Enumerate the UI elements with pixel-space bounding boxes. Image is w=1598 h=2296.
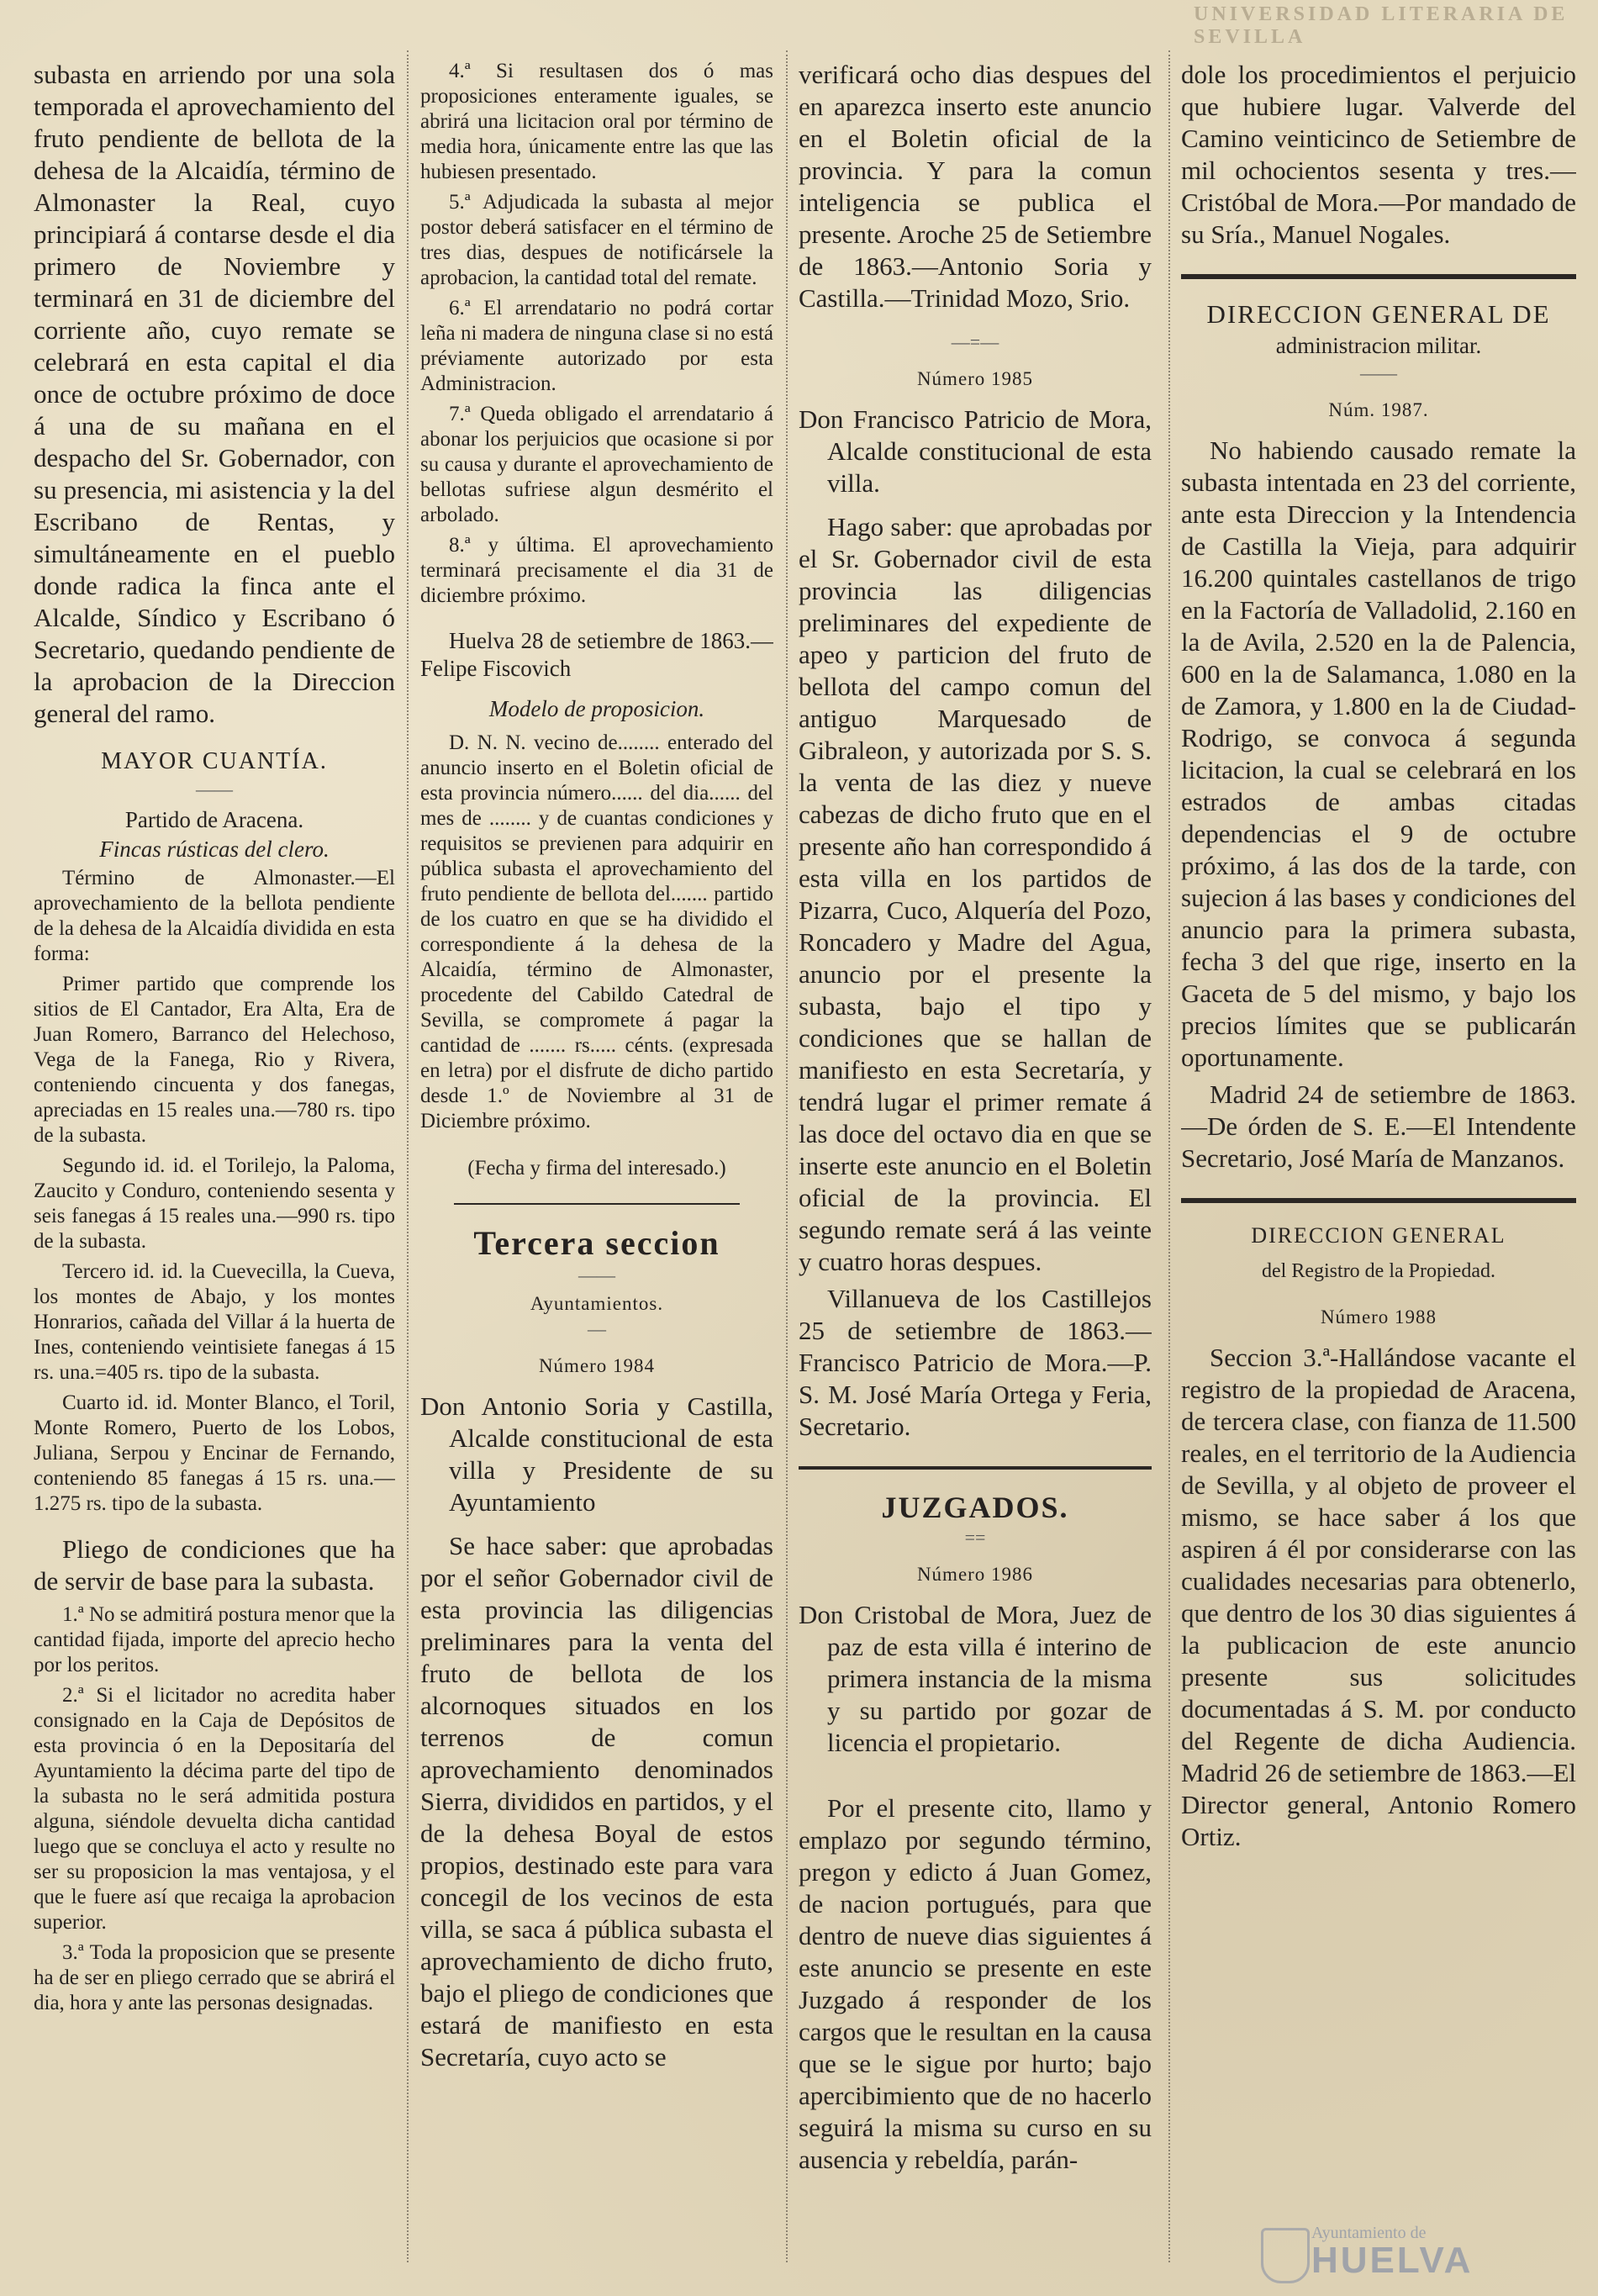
section-subheading: administracion militar.: [1275, 333, 1482, 358]
notice-signature: Madrid 24 de setiembre de 1863.—De órden de S. E.—El Intendente Secretario, José María de Manzanos.: [1181, 1079, 1576, 1173]
auction-intro: subasta en arriendo por una sola temporada el aprovechamiento del fruto pendiente de bellota de la dehesa de la Alcaidía, término de Almonaster la Real, cuyo principiará á contarse desde el dia primero de Noviembre y terminará en 31 de diciembre del corriente año, cuyo remate se celebrará en esta capital el dia once de octubre próximo de doce á una de su mañana en el despacho del Sr. Gobernador, con su presencia, mi asistencia y la del Escribano de Rentas, y simultáneamente en el pueblo donde radica la finca ante el Alcalde, Síndico y Escribano ó Secretario, quedando pendiente de la aprobacion de la Direccion general del ramo.: [34, 60, 395, 728]
property-heading: Fincas rústicas del clero.: [99, 837, 330, 862]
library-stamp: UNIVERSIDAD LITERARIA DE SEVILLA: [1194, 3, 1569, 48]
condition-item: 8.ª y última. El aprovechamiento terminará precisamente el dia 31 de diciembre próximo.: [420, 534, 773, 607]
divider: ——: [196, 779, 233, 800]
column-rule: [1168, 50, 1170, 2262]
model-text: D. N. N. vecino de........ enterado del anuncio inserto en el Boletin oficial de esta provincia número...... del dia...... del mes de ........ y de cuantas condiciones y requisitos se previenen para adquirir en pública subasta el aprovechamiento del fruto pendiente de bellota del....... partido de los cuatro en que se ha dividido el correspondiente á la dehesa de la Alcaidía, término de Almonaster, procedente del Cabildo Catedral de Sevilla, se compromete á pagar la cantidad de ....... rs..... cénts. (expresada en letra) por el disfrute de dicho partido desde 1.º de Noviembre al 31 de Diciembre próximo.: [420, 731, 773, 1132]
lot-paragraph: Primer partido que comprende los sitios de El Cantador, Era Alta, Era de Juan Romero, Barranco del Helechoso, Vega de la Fanega, Rio y Rivera, conteniendo cincuenta y dos fanegas, apreciadas en 15 reales una.—780 rs. tipo de la subasta.: [34, 973, 395, 1147]
divider: [799, 1466, 1152, 1470]
section-heading: MAYOR CUANTÍA.: [101, 748, 328, 774]
divider: ==: [964, 1527, 986, 1548]
column-rule: [407, 50, 409, 2262]
condition-item: 4.ª Si resultasen dos ó mas proposiciones enteramente iguales, se abrirá una licitacion oral por término de media hora, únicamente entre las que las hubiesen presentado.: [420, 60, 773, 183]
notice-issuer: Don Cristobal de Mora, Juez de paz de esta villa é interino de primera instancia de la misma y su partido por gozar de licencia el propietario.: [799, 1600, 1152, 1757]
notice-issuer: Don Francisco Patricio de Mora, Alcalde constitucional de esta villa.: [799, 404, 1152, 498]
condition-item: 1.ª No se admitirá postura menor que la cantidad fijada, importe del aprecio hecho por los peritos.: [34, 1603, 395, 1676]
conditions-title: Pliego de condiciones que ha de servir de base para la subasta.: [34, 1534, 395, 1596]
notice-number: Número 1985: [916, 368, 1034, 389]
condition-item: 2.ª Si el licitador no acredita haber consignado en la Caja de Depósitos de esta provincia ó en la Depositaría del Ayuntamiento la décima parte del tipo de la subasta no le será admitida postura alguna, siéndole devuelta dicha cantidad luego que se concluya el acto y resulte no ser su proposicion la mas ventajosa, y el que le fuere así que recaiga la aprobacion superior.: [34, 1684, 395, 1934]
notice-body: Seccion 3.ª-Hallándose vacante el registro de la propiedad de Aracena, de tercera clase, con fianza de 11.500 reales, en el territorio de la Audiencia de Sevilla, y al objeto de proveer el mismo, se hace saber á los que aspiren á él por considerarse con las cualidades necesarias para obtenerlo, que dentro de los 30 dias siguientes á la publicacion de este anuncio presente sus solicitudes documentadas á S. M. por conducto del Regente de dicha Audiencia. Madrid 26 de setiembre de 1863.—El Director general, Antonio Romero Ortiz.: [1181, 1343, 1576, 1851]
notice-number: Número 1988: [1320, 1306, 1437, 1327]
section-subheading: del Registro de la Propiedad.: [1262, 1260, 1495, 1282]
city-seal-icon: [1261, 2228, 1310, 2283]
subsection-heading: Ayuntamientos.: [530, 1293, 664, 1314]
watermark-label: Ayuntamiento de: [1311, 2224, 1427, 2242]
archive-watermark: [1311, 2224, 1580, 2283]
notice-continuation: dole los procedimientos el perjuicio que hubiere lugar. Valverde del Camino veinticinco de Setiembre de mil ochocientos sesenta y tres.—Cristóbal de Mora.—Por mandado de su Sría., Manuel Nogales.: [1181, 60, 1576, 249]
notice-number: Núm. 1987.: [1328, 399, 1429, 420]
condition-item: 7.ª Queda obligado el arrendatario á abonar los perjuicios que ocasione si por su causa y durante el aprovechamiento de bellotas sufriese algun desmérito el arbolado.: [420, 403, 773, 526]
notice-issuer: Don Antonio Soria y Castilla, Alcalde constitucional de esta villa y Presidente de su Ayuntamiento: [420, 1391, 773, 1517]
notice-body: Por el presente cito, llamo y emplazo por segundo término, pregon y edicto á Juan Gomez, de nacion portugués, para que dentro de nueve dias siguientes á este anuncio se presente en este Juzgado á responder de los cargos que le resultan en la causa que se le sigue por hurto; bajo apercibimiento que de no hacerlo seguirá la misma su curso en su ausencia y rebeldía, parán-: [799, 1793, 1152, 2174]
section-heading: DIRECCION GENERAL DE: [1206, 299, 1551, 329]
term-intro: Término de Almonaster.—El aprovechamiento de la bellota pendiente de la dehesa de la Alcaidía dividida en esta forma:: [34, 867, 395, 965]
divider: ——: [578, 1264, 615, 1285]
divider: [454, 1203, 740, 1205]
model-heading: Modelo de proposicion.: [488, 696, 705, 721]
section-title: JUZGADOS.: [881, 1491, 1069, 1524]
signature-date: Huelva 28 de setiembre de 1863.—Felipe Fiscovich: [420, 628, 773, 681]
condition-item: 6.ª El arrendatario no podrá cortar leña ni madera de ninguna clase si no está préviamente autorizado por esta Administracion.: [420, 297, 773, 395]
notice-number: Número 1986: [916, 1564, 1034, 1585]
column-4: [1181, 59, 1576, 2262]
notice-number: Número 1984: [538, 1355, 656, 1376]
divider: [1181, 1198, 1576, 1203]
lot-paragraph: Segundo id. id. el Torilejo, la Paloma, Zaucito y Conduro, conteniendo sesenta y seis fanegas á 15 reales una.—990 rs. tipo de la subasta.: [34, 1154, 395, 1253]
divider: —: [588, 1318, 606, 1339]
notice-body: Se hace saber: que aprobadas por el señor Gobernador civil de esta provincia las diligencias preliminares para la venta del fruto de bellota de los alcornoques situados en los terrenos de comun aprovechamiento denominados Sierra, divididos en partidos, y el de la dehesa Boyal de estos propios, destinado este para vara concegil de los vecinos de esta villa, se saca á pública subasta el aprovechamiento de dicho fruto, bajo el pliego de condiciones que estará de manifiesto en esta Secretaría, cuyo acto se: [420, 1531, 773, 2072]
column-2: [420, 59, 773, 2262]
divider: ——: [1360, 362, 1397, 383]
column-3: [799, 59, 1152, 2262]
lot-paragraph: Tercero id. id. la Cuevecilla, la Cueva, los montes de Abajo, y los montes Honrarios, cañada del Villar á la huerta de Ines, conteniendo veintisiete fanegas á 15 rs. una.=405 rs. tipo de la subasta.: [34, 1260, 395, 1384]
notice-continuation: verificará ocho dias despues del en aparezca inserto este anuncio en el Boletin oficial de la provincia. Y para la comun inteligencia se publica el presente. Aroche 25 de Setiembre de 1863.—Antonio Soria y Castilla.—Trinidad Mozo, Srio.: [799, 60, 1152, 313]
column-rule: [786, 50, 788, 2262]
divider: [1181, 274, 1576, 279]
divider: —=—: [951, 331, 999, 352]
notice-body: No habiendo causado remate la subasta intentada en 23 del corriente, ante esta Direccion y la Intendencia de Castilla la Vieja, para adquirir 16.200 quintales castellanos de trigo en la Factoría de Valladolid, 2.160 en la de Avila, 2.520 en la de Palencia, 600 en la de Salamanca, 1.080 en la de Zamora, y 1.800 en la de Ciudad-Rodrigo, se convoca á segunda licitacion, la cual se celebrará en los estrados de ambas citadas dependencias el 9 de octubre próximo, á las dos de la tarde, con sujecion á las bases y condiciones del anuncio para la primera subasta, fecha 3 del que rige, inserto en la Gaceta de 5 del mismo, y bajo los precios límites que se publicarán oportunamente.: [1181, 435, 1576, 1072]
notice-signature: Villanueva de los Castillejos 25 de setiembre de 1863.—Francisco Patricio de Mora.—P. S. M. José María Ortega y Feria, Secretario.: [799, 1284, 1152, 1441]
section-title: Tercera seccion: [473, 1224, 720, 1262]
district-heading: Partido de Aracena.: [124, 807, 304, 832]
section-heading: DIRECCION GENERAL: [1251, 1223, 1506, 1248]
signature-note: (Fecha y firma del interesado.): [467, 1157, 726, 1180]
lot-paragraph: Cuarto id. id. Monter Blanco, el Toril, Monte Romero, Puerto de los Lobos, Juliana, Serpou y Encinar de Fernando, conteniendo 85 fanegas á 15 rs. una.—1.275 rs. tipo de la subasta.: [34, 1391, 395, 1515]
notice-body: Hago saber: que aprobadas por el Sr. Gobernador civil de esta provincia las diligencias preliminares del expediente de apeo y particion del fruto de bellota del campo comun del antiguo Marquesado de Gibraleon, y autorizada por S. S. la venta de las diez y nueve cabezas de dicho fruto que en el presente año han correspondido á esta villa en los partidos de Pizarra, Cuco, Alquería del Pozo, Roncadero y Madre del Agua, anuncio por el presente la subasta, bajo el tipo y condiciones que se hallan de manifiesto en esta Secretaría, y tendrá lugar el primer remate á las doce del octavo dia en que se inserte este anuncio en el Boletin oficial de la provincia. El segundo remate será á las veinte y cuatro horas despues.: [799, 512, 1152, 1276]
watermark-city: HUELVA: [1311, 2240, 1474, 2281]
column-1: [34, 59, 395, 2262]
condition-item: 3.ª Toda la proposicion que se presente ha de ser en pliego cerrado que se abrirá el dia, hora y ante las personas designadas.: [34, 1941, 395, 2014]
condition-item: 5.ª Adjudicada la subasta al mejor postor deberá satisfacer en el término de tres dias, despues de notificársele la aprobacion, la cantidad total del remate.: [420, 191, 773, 289]
